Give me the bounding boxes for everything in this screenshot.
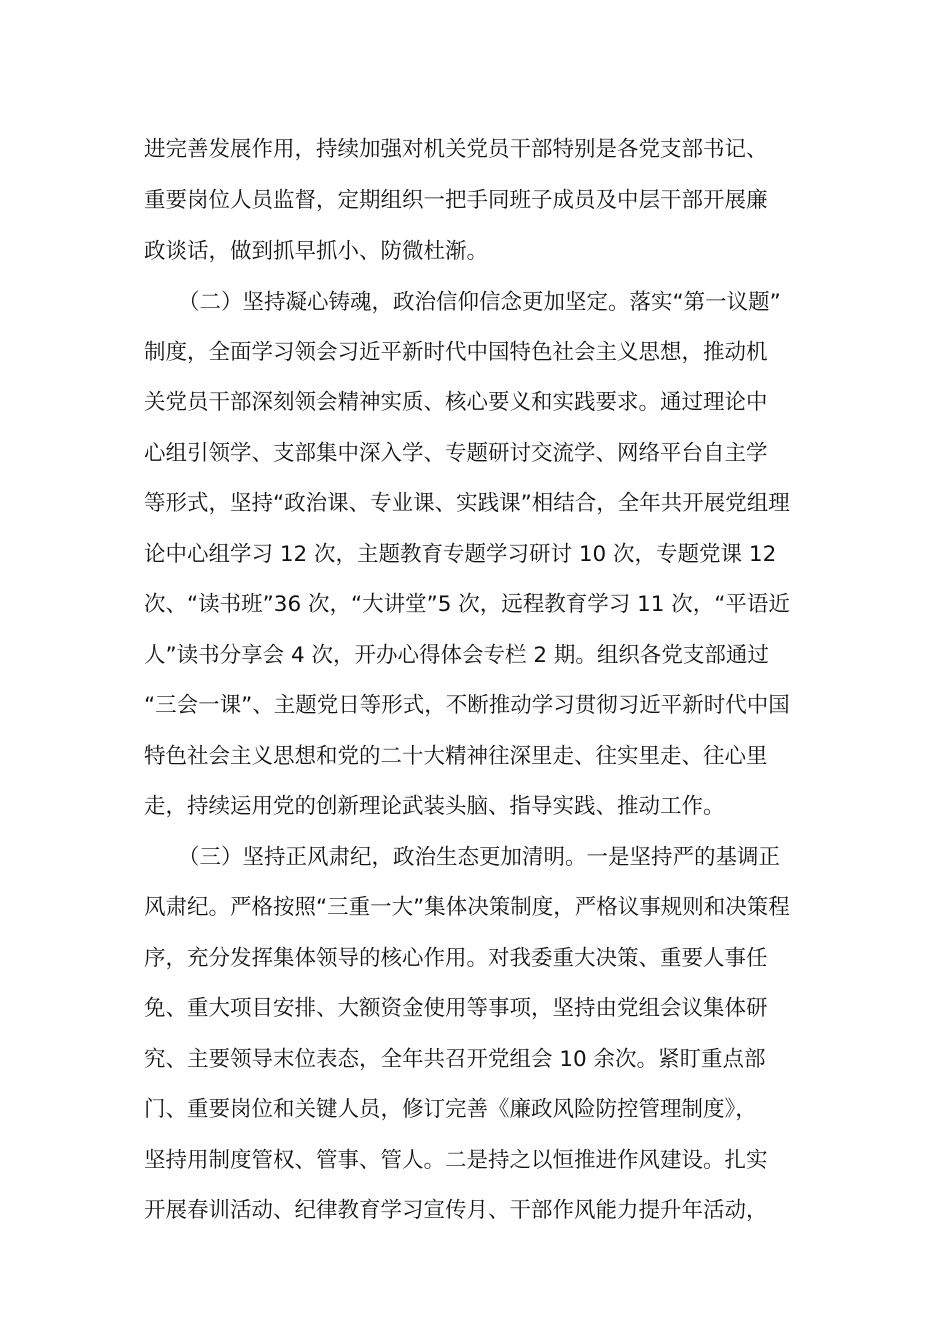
text-line: 门、重要岗位和关键人员，修订完善《廉政风险防控管理制度》，: [144, 1097, 757, 1122]
text-line: 政谈话，做到抓早抓小、防微杜渐。: [144, 239, 489, 264]
text-line: “三会一课”、主题党日等形式，不断推动学习贯彻习近平新时代中国: [144, 693, 790, 718]
text-line: 关党员干部深刻领会精神实质、核心要义和实践要求。通过理论中: [144, 390, 768, 415]
text-line: 免、重大项目安排、大额资金使用等事项，坚持由党组会议集体研: [144, 996, 768, 1021]
text-line: 心组引领学、支部集中深入学、专题研讨交流学、网络平台自主学: [144, 441, 768, 466]
text-line: 开展春训活动、纪律教育学习宣传月、干部作风能力提升年活动，: [144, 1198, 768, 1223]
text-line: 究、主要领导末位表态，全年共召开党组会 10 余次。紧盯重点部: [144, 1047, 766, 1072]
text-line: 进完善发展作用，持续加强对机关党员干部特别是各党支部书记、: [144, 137, 768, 162]
paragraph-heading-2: （二）坚持凝心铸魂，政治信仰信念更加坚定。落实“第一议题”: [178, 290, 781, 315]
text-line: 次、“读书班”36 次，“大讲堂”5 次，远程教育学习 11 次，“平语近: [144, 592, 790, 617]
text-line: 特色社会主义思想和党的二十大精神往深里走、往实里走、往心里: [144, 744, 768, 769]
text-line: 坚持用制度管权、管事、管人。二是持之以恒推进作风建设。扎实: [144, 1148, 768, 1173]
text-line: 制度，全面学习领会习近平新时代中国特色社会主义思想，推动机: [144, 340, 768, 365]
paragraph-heading-3: （三）坚持正风肃纪，政治生态更加清明。一是坚持严的基调正: [178, 845, 781, 870]
text-line: 序，充分发挥集体领导的核心作用。对我委重大决策、重要人事任: [144, 946, 768, 971]
text-line: 风肃纪。严格按照“三重一大”集体决策制度，严格议事规则和决策程: [144, 895, 790, 920]
text-line: 人”读书分享会 4 次，开办心得体会专栏 2 期。组织各党支部通过: [144, 643, 769, 668]
text-line: 重要岗位人员监督，定期组织一把手同班子成员及中层干部开展廉: [144, 188, 768, 213]
text-line: 等形式，坚持“政治课、专业课、实践课”相结合，全年共开展党组理: [144, 491, 790, 516]
text-line: 论中心组学习 12 次，主题教育专题学习研讨 10 次，专题党课 12: [144, 542, 777, 567]
text-line: 走，持续运用党的创新理论武装头脑、指导实践、推动工作。: [144, 794, 725, 819]
